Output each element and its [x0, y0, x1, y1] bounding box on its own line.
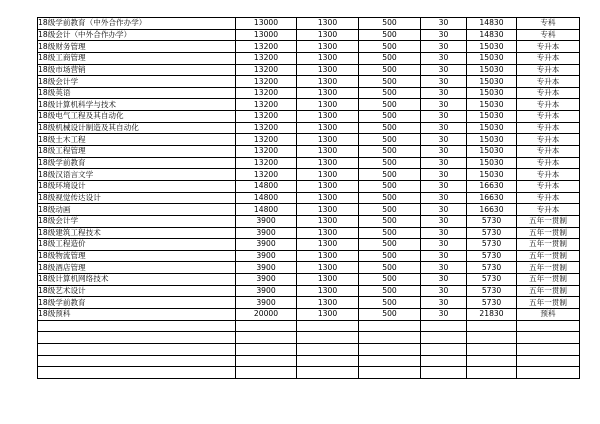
- table-row[interactable]: [38, 309, 580, 321]
- fee-b-cell[interactable]: [359, 367, 421, 379]
- fee-a-cell[interactable]: 1300: [297, 215, 359, 227]
- total-cell[interactable]: 16630: [467, 180, 517, 192]
- level-cell[interactable]: 专升本: [517, 134, 580, 146]
- fee-c-cell[interactable]: 30: [421, 239, 467, 251]
- table-row[interactable]: [38, 180, 580, 192]
- fee-c-cell[interactable]: 30: [421, 227, 467, 239]
- fee-b-cell[interactable]: [359, 320, 421, 332]
- total-cell[interactable]: 14830: [467, 18, 517, 30]
- table-row[interactable]: [38, 134, 580, 146]
- total-cell[interactable]: [467, 320, 517, 332]
- tuition-cell[interactable]: 13200: [236, 99, 297, 111]
- table-row[interactable]: [38, 274, 580, 286]
- fee-b-cell[interactable]: 500: [359, 250, 421, 262]
- fee-table-body: [38, 18, 580, 379]
- total-cell[interactable]: 16630: [467, 192, 517, 204]
- fee-b-cell[interactable]: 500: [359, 227, 421, 239]
- program-name-cell[interactable]: 18级英语: [38, 87, 236, 99]
- fee-b-cell[interactable]: 500: [359, 52, 421, 64]
- fee-b-cell[interactable]: 500: [359, 64, 421, 76]
- table-row[interactable]: [38, 99, 580, 111]
- total-cell[interactable]: 15030: [467, 41, 517, 53]
- fee-table: [37, 17, 580, 379]
- program-name-cell[interactable]: 18级会计学: [38, 76, 236, 88]
- total-cell[interactable]: [467, 332, 517, 344]
- fee-a-cell[interactable]: 1300: [297, 169, 359, 181]
- level-cell[interactable]: 五年一贯制: [517, 285, 580, 297]
- total-cell[interactable]: 5730: [467, 285, 517, 297]
- fee-a-cell[interactable]: 1300: [297, 134, 359, 146]
- level-cell[interactable]: 专升本: [517, 76, 580, 88]
- fee-c-cell[interactable]: [421, 320, 467, 332]
- fee-a-cell[interactable]: 1300: [297, 192, 359, 204]
- fee-b-cell[interactable]: 500: [359, 146, 421, 158]
- fee-a-cell[interactable]: 1300: [297, 204, 359, 216]
- program-name-cell[interactable]: [38, 343, 236, 355]
- fee-a-cell[interactable]: 1300: [297, 122, 359, 134]
- level-cell[interactable]: [517, 343, 580, 355]
- fee-a-cell[interactable]: 1300: [297, 41, 359, 53]
- total-cell[interactable]: 5730: [467, 239, 517, 251]
- fee-a-cell[interactable]: 1300: [297, 146, 359, 158]
- total-cell[interactable]: 5730: [467, 227, 517, 239]
- fee-c-cell[interactable]: 30: [421, 262, 467, 274]
- table-row[interactable]: [38, 52, 580, 64]
- fee-c-cell[interactable]: 30: [421, 274, 467, 286]
- tuition-cell[interactable]: 3900: [236, 285, 297, 297]
- fee-a-cell[interactable]: 1300: [297, 64, 359, 76]
- program-name-cell[interactable]: 18级预科: [38, 309, 236, 321]
- tuition-cell[interactable]: 20000: [236, 309, 297, 321]
- fee-b-cell[interactable]: 500: [359, 157, 421, 169]
- total-cell[interactable]: 14830: [467, 29, 517, 41]
- tuition-cell[interactable]: 13200: [236, 146, 297, 158]
- total-cell[interactable]: 15030: [467, 52, 517, 64]
- table-row[interactable]: [38, 18, 580, 30]
- total-cell[interactable]: 5730: [467, 215, 517, 227]
- table-row[interactable]: [38, 297, 580, 309]
- fee-b-cell[interactable]: 500: [359, 262, 421, 274]
- fee-b-cell[interactable]: 500: [359, 239, 421, 251]
- program-name-cell[interactable]: 18级物流管理: [38, 250, 236, 262]
- level-cell[interactable]: 专升本: [517, 157, 580, 169]
- level-cell[interactable]: 专升本: [517, 87, 580, 99]
- level-cell[interactable]: 五年一贯制: [517, 239, 580, 251]
- program-name-cell[interactable]: 18级学前教育: [38, 297, 236, 309]
- level-cell[interactable]: 专科: [517, 29, 580, 41]
- fee-b-cell[interactable]: 500: [359, 99, 421, 111]
- table-row[interactable]: [38, 239, 580, 251]
- program-name-cell[interactable]: 18级学前教育（中外合作办学）: [38, 18, 236, 30]
- fee-a-cell[interactable]: 1300: [297, 87, 359, 99]
- fee-a-cell[interactable]: 1300: [297, 111, 359, 123]
- table-row[interactable]: [38, 87, 580, 99]
- fee-c-cell[interactable]: [421, 343, 467, 355]
- fee-b-cell[interactable]: 500: [359, 134, 421, 146]
- fee-b-cell[interactable]: 500: [359, 285, 421, 297]
- program-name-cell[interactable]: 18级机械设计制造及其自动化: [38, 122, 236, 134]
- fee-c-cell[interactable]: [421, 332, 467, 344]
- total-cell[interactable]: [467, 343, 517, 355]
- tuition-cell[interactable]: 13200: [236, 76, 297, 88]
- fee-c-cell[interactable]: 30: [421, 64, 467, 76]
- total-cell[interactable]: 15030: [467, 146, 517, 158]
- program-name-cell[interactable]: 18级工程管理: [38, 146, 236, 158]
- program-name-cell[interactable]: 18级会计（中外合作办学）: [38, 29, 236, 41]
- fee-a-cell[interactable]: 1300: [297, 250, 359, 262]
- fee-c-cell[interactable]: 30: [421, 169, 467, 181]
- fee-a-cell[interactable]: 1300: [297, 157, 359, 169]
- table-row[interactable]: [38, 204, 580, 216]
- fee-a-cell[interactable]: [297, 367, 359, 379]
- level-cell[interactable]: 五年一贯制: [517, 227, 580, 239]
- total-cell[interactable]: [467, 367, 517, 379]
- table-row[interactable]: [38, 332, 580, 344]
- tuition-cell[interactable]: [236, 320, 297, 332]
- fee-c-cell[interactable]: [421, 367, 467, 379]
- tuition-cell[interactable]: 13200: [236, 111, 297, 123]
- fee-c-cell[interactable]: [421, 355, 467, 367]
- program-name-cell[interactable]: [38, 355, 236, 367]
- fee-c-cell[interactable]: 30: [421, 215, 467, 227]
- program-name-cell[interactable]: 18级市场营销: [38, 64, 236, 76]
- level-cell[interactable]: 专升本: [517, 111, 580, 123]
- table-row[interactable]: [38, 343, 580, 355]
- tuition-cell[interactable]: 13200: [236, 64, 297, 76]
- tuition-cell[interactable]: 13000: [236, 18, 297, 30]
- level-cell[interactable]: [517, 355, 580, 367]
- fee-c-cell[interactable]: 30: [421, 309, 467, 321]
- total-cell[interactable]: 15030: [467, 134, 517, 146]
- program-name-cell[interactable]: 18级计算机科学与技术: [38, 99, 236, 111]
- tuition-cell[interactable]: 14800: [236, 180, 297, 192]
- table-row[interactable]: [38, 29, 580, 41]
- fee-c-cell[interactable]: 30: [421, 99, 467, 111]
- tuition-cell[interactable]: [236, 343, 297, 355]
- fee-c-cell[interactable]: 30: [421, 52, 467, 64]
- level-cell[interactable]: 专升本: [517, 146, 580, 158]
- table-row[interactable]: [38, 215, 580, 227]
- tuition-cell[interactable]: 13200: [236, 134, 297, 146]
- level-cell[interactable]: [517, 332, 580, 344]
- program-name-cell[interactable]: 18级土木工程: [38, 134, 236, 146]
- fee-c-cell[interactable]: 30: [421, 157, 467, 169]
- fee-a-cell[interactable]: [297, 320, 359, 332]
- total-cell[interactable]: 15030: [467, 122, 517, 134]
- fee-a-cell[interactable]: 1300: [297, 285, 359, 297]
- level-cell[interactable]: 五年一贯制: [517, 215, 580, 227]
- table-row[interactable]: [38, 157, 580, 169]
- tuition-cell[interactable]: 13200: [236, 52, 297, 64]
- level-cell[interactable]: 专升本: [517, 204, 580, 216]
- total-cell[interactable]: 5730: [467, 262, 517, 274]
- table-row[interactable]: [38, 320, 580, 332]
- program-name-cell[interactable]: 18级工商管理: [38, 52, 236, 64]
- fee-c-cell[interactable]: 30: [421, 146, 467, 158]
- tuition-cell[interactable]: [236, 332, 297, 344]
- program-name-cell[interactable]: 18级动画: [38, 204, 236, 216]
- table-row[interactable]: [38, 41, 580, 53]
- table-row[interactable]: [38, 146, 580, 158]
- table-row[interactable]: [38, 169, 580, 181]
- total-cell[interactable]: 5730: [467, 297, 517, 309]
- fee-c-cell[interactable]: 30: [421, 29, 467, 41]
- program-name-cell[interactable]: 18级环境设计: [38, 180, 236, 192]
- program-name-cell[interactable]: 18级学前教育: [38, 157, 236, 169]
- level-cell[interactable]: 专升本: [517, 99, 580, 111]
- tuition-cell[interactable]: 3900: [236, 250, 297, 262]
- level-cell[interactable]: 专升本: [517, 52, 580, 64]
- table-row[interactable]: [38, 262, 580, 274]
- fee-b-cell[interactable]: 500: [359, 309, 421, 321]
- level-cell[interactable]: [517, 367, 580, 379]
- total-cell[interactable]: 5730: [467, 274, 517, 286]
- fee-c-cell[interactable]: 30: [421, 297, 467, 309]
- fee-b-cell[interactable]: 500: [359, 274, 421, 286]
- fee-b-cell[interactable]: 500: [359, 87, 421, 99]
- level-cell[interactable]: 五年一贯制: [517, 262, 580, 274]
- fee-c-cell[interactable]: 30: [421, 204, 467, 216]
- fee-b-cell[interactable]: 500: [359, 169, 421, 181]
- program-name-cell[interactable]: 18级汉语言文学: [38, 169, 236, 181]
- tuition-cell[interactable]: 14800: [236, 192, 297, 204]
- level-cell[interactable]: 五年一贯制: [517, 274, 580, 286]
- tuition-cell[interactable]: 3900: [236, 274, 297, 286]
- level-cell[interactable]: 专升本: [517, 41, 580, 53]
- total-cell[interactable]: 5730: [467, 250, 517, 262]
- fee-a-cell[interactable]: 1300: [297, 99, 359, 111]
- program-name-cell[interactable]: 18级电气工程及其自动化: [38, 111, 236, 123]
- fee-a-cell[interactable]: 1300: [297, 52, 359, 64]
- table-row[interactable]: [38, 122, 580, 134]
- tuition-cell[interactable]: 3900: [236, 239, 297, 251]
- fee-a-cell[interactable]: 1300: [297, 274, 359, 286]
- program-name-cell[interactable]: [38, 320, 236, 332]
- program-name-cell[interactable]: 18级计算机网络技术: [38, 274, 236, 286]
- total-cell[interactable]: 15030: [467, 111, 517, 123]
- tuition-cell[interactable]: 13000: [236, 29, 297, 41]
- fee-a-cell[interactable]: [297, 332, 359, 344]
- fee-c-cell[interactable]: 30: [421, 76, 467, 88]
- fee-a-cell[interactable]: 1300: [297, 18, 359, 30]
- fee-c-cell[interactable]: 30: [421, 192, 467, 204]
- program-name-cell[interactable]: 18级视觉传达设计: [38, 192, 236, 204]
- tuition-cell[interactable]: 3900: [236, 262, 297, 274]
- tuition-cell[interactable]: 3900: [236, 215, 297, 227]
- fee-a-cell[interactable]: 1300: [297, 239, 359, 251]
- total-cell[interactable]: 15030: [467, 169, 517, 181]
- level-cell[interactable]: 专升本: [517, 122, 580, 134]
- fee-a-cell[interactable]: 1300: [297, 297, 359, 309]
- tuition-cell[interactable]: 13200: [236, 41, 297, 53]
- tuition-cell[interactable]: 13200: [236, 122, 297, 134]
- fee-b-cell[interactable]: 500: [359, 297, 421, 309]
- total-cell[interactable]: 21830: [467, 309, 517, 321]
- tuition-cell[interactable]: 13200: [236, 157, 297, 169]
- program-name-cell[interactable]: [38, 367, 236, 379]
- fee-a-cell[interactable]: 1300: [297, 180, 359, 192]
- total-cell[interactable]: 15030: [467, 64, 517, 76]
- level-cell[interactable]: 专科: [517, 18, 580, 30]
- total-cell[interactable]: 15030: [467, 157, 517, 169]
- tuition-cell[interactable]: 13200: [236, 169, 297, 181]
- fee-b-cell[interactable]: 500: [359, 215, 421, 227]
- program-name-cell[interactable]: 18级酒店管理: [38, 262, 236, 274]
- program-name-cell[interactable]: 18级财务管理: [38, 41, 236, 53]
- tuition-cell[interactable]: 14800: [236, 204, 297, 216]
- table-row[interactable]: [38, 192, 580, 204]
- fee-c-cell[interactable]: 30: [421, 111, 467, 123]
- fee-a-cell[interactable]: [297, 355, 359, 367]
- program-name-cell[interactable]: 18级工程造价: [38, 239, 236, 251]
- level-cell[interactable]: 预科: [517, 309, 580, 321]
- level-cell[interactable]: [517, 320, 580, 332]
- fee-b-cell[interactable]: 500: [359, 18, 421, 30]
- program-name-cell[interactable]: 18级建筑工程技术: [38, 227, 236, 239]
- table-row[interactable]: [38, 285, 580, 297]
- fee-b-cell[interactable]: 500: [359, 41, 421, 53]
- tuition-cell[interactable]: [236, 355, 297, 367]
- total-cell[interactable]: [467, 355, 517, 367]
- fee-c-cell[interactable]: 30: [421, 180, 467, 192]
- fee-b-cell[interactable]: 500: [359, 192, 421, 204]
- total-cell[interactable]: 16630: [467, 204, 517, 216]
- level-cell[interactable]: 五年一贯制: [517, 250, 580, 262]
- fee-b-cell[interactable]: [359, 343, 421, 355]
- fee-b-cell[interactable]: 500: [359, 180, 421, 192]
- fee-c-cell[interactable]: 30: [421, 285, 467, 297]
- table-row[interactable]: [38, 355, 580, 367]
- level-cell[interactable]: 专升本: [517, 180, 580, 192]
- tuition-cell[interactable]: 3900: [236, 227, 297, 239]
- tuition-cell[interactable]: 13200: [236, 87, 297, 99]
- fee-a-cell[interactable]: [297, 343, 359, 355]
- fee-a-cell[interactable]: 1300: [297, 262, 359, 274]
- table-row[interactable]: [38, 367, 580, 379]
- fee-b-cell[interactable]: [359, 332, 421, 344]
- total-cell[interactable]: 15030: [467, 76, 517, 88]
- fee-c-cell[interactable]: 30: [421, 87, 467, 99]
- table-row[interactable]: [38, 64, 580, 76]
- fee-b-cell[interactable]: [359, 355, 421, 367]
- total-cell[interactable]: 15030: [467, 87, 517, 99]
- fee-a-cell[interactable]: 1300: [297, 76, 359, 88]
- program-name-cell[interactable]: [38, 332, 236, 344]
- program-name-cell[interactable]: 18级艺术设计: [38, 285, 236, 297]
- fee-c-cell[interactable]: 30: [421, 122, 467, 134]
- fee-b-cell[interactable]: 500: [359, 122, 421, 134]
- fee-c-cell[interactable]: 30: [421, 250, 467, 262]
- level-cell[interactable]: 专升本: [517, 64, 580, 76]
- fee-b-cell[interactable]: 500: [359, 204, 421, 216]
- table-row[interactable]: [38, 250, 580, 262]
- level-cell[interactable]: 专升本: [517, 169, 580, 181]
- level-cell[interactable]: 五年一贯制: [517, 297, 580, 309]
- fee-c-cell[interactable]: 30: [421, 41, 467, 53]
- fee-c-cell[interactable]: 30: [421, 134, 467, 146]
- fee-c-cell[interactable]: 30: [421, 18, 467, 30]
- fee-a-cell[interactable]: 1300: [297, 227, 359, 239]
- fee-a-cell[interactable]: 1300: [297, 29, 359, 41]
- fee-b-cell[interactable]: 500: [359, 76, 421, 88]
- tuition-cell[interactable]: [236, 367, 297, 379]
- total-cell[interactable]: 15030: [467, 99, 517, 111]
- table-row[interactable]: [38, 76, 580, 88]
- table-row[interactable]: [38, 111, 580, 123]
- level-cell[interactable]: 专升本: [517, 192, 580, 204]
- table-row[interactable]: [38, 227, 580, 239]
- fee-b-cell[interactable]: 500: [359, 111, 421, 123]
- fee-b-cell[interactable]: 500: [359, 29, 421, 41]
- program-name-cell[interactable]: 18级会计学: [38, 215, 236, 227]
- fee-a-cell[interactable]: 1300: [297, 309, 359, 321]
- tuition-cell[interactable]: 3900: [236, 297, 297, 309]
